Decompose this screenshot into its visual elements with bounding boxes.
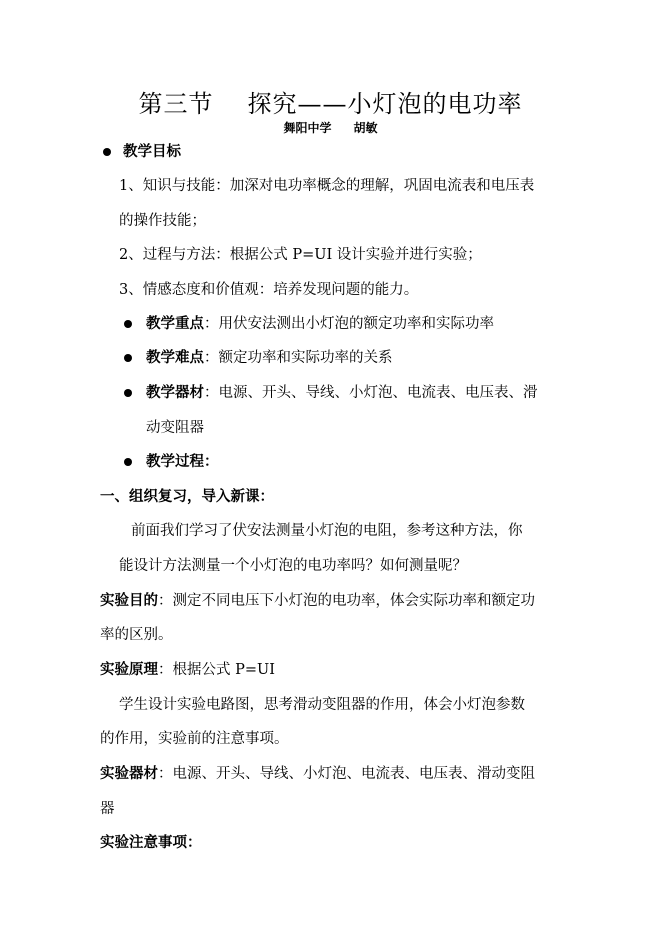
focus-label: 教学重点 bbox=[146, 315, 204, 332]
goals-heading: 教学目标 bbox=[123, 143, 181, 160]
equipment-label: 教学器材 bbox=[146, 384, 204, 401]
purpose-text: ：测定不同电压下小灯泡的电功率，体会实际功率和额定功 bbox=[158, 593, 535, 609]
goal-item-1-line-1: 1、知识与技能：加深对电功率概念的理解，巩固电流表和电压表 bbox=[119, 178, 535, 194]
bullet-icon bbox=[124, 458, 132, 466]
focus-text: ：用伏安法测出小灯泡的额定功率和实际功率 bbox=[204, 316, 494, 332]
goal-item-3: 3、情感态度和价值观：培养发现问题的能力。 bbox=[119, 282, 419, 298]
page-title bbox=[0, 84, 661, 119]
teaching-equipment-line-1 bbox=[146, 384, 538, 402]
difficulty-text: ：额定功率和实际功率的关系 bbox=[204, 350, 393, 366]
experiment-equipment-line-2: 器 bbox=[100, 801, 115, 817]
experiment-purpose-line-2: 率的区别。 bbox=[100, 627, 173, 643]
title-section: 第三节 bbox=[138, 90, 214, 118]
equipment-text: ：电源、开头、导线、小灯泡、电流表、电压表、滑 bbox=[204, 385, 538, 401]
author-line bbox=[0, 119, 661, 136]
teaching-focus bbox=[146, 315, 494, 333]
bullet-icon bbox=[124, 354, 132, 362]
title-topic: 探究——小灯泡的电功率 bbox=[247, 90, 523, 118]
teaching-equipment-line-2: 动变阻器 bbox=[146, 420, 204, 436]
experiment-design-line-2: 的作用，实验前的注意事项。 bbox=[100, 731, 289, 747]
principle-text: ：根据公式 P=UI bbox=[158, 662, 275, 678]
section-1-para-line-2: 能设计方法测量一个小灯泡的电功率吗？如何测量呢？ bbox=[119, 558, 467, 574]
purpose-label: 实验目的 bbox=[100, 592, 158, 609]
goal-item-1-line-2: 的操作技能； bbox=[119, 213, 206, 229]
experiment-equipment-text: ：电源、开头、导线、小灯泡、电流表、电压表、滑动变阻 bbox=[158, 766, 535, 782]
experiment-equipment-label: 实验器材 bbox=[100, 765, 158, 782]
experiment-purpose-line-1 bbox=[100, 592, 535, 610]
author-school: 舞阳中学 bbox=[283, 121, 332, 135]
experiment-equipment-line-1 bbox=[100, 765, 535, 783]
section-1-heading: 一、组织复习，导入新课： bbox=[100, 488, 274, 505]
bullet-icon bbox=[124, 389, 132, 397]
teaching-difficulty bbox=[146, 349, 393, 367]
experiment-notes-label: 实验注意事项： bbox=[100, 834, 202, 851]
principle-label: 实验原理 bbox=[100, 661, 158, 678]
bullet-icon bbox=[103, 148, 111, 156]
process-label: 教学过程： bbox=[146, 453, 219, 470]
experiment-design-line-1: 学生设计实验电路图，思考滑动变阻器的作用，体会小灯泡参数 bbox=[119, 697, 525, 713]
section-1-para-line-1: 前面我们学习了伏安法测量小灯泡的电阻，参考这种方法，你 bbox=[131, 523, 523, 539]
difficulty-label: 教学难点 bbox=[146, 349, 204, 366]
goal-item-2: 2、过程与方法：根据公式 P=UI 设计实验并进行实验； bbox=[119, 247, 482, 263]
bullet-icon bbox=[124, 320, 132, 328]
experiment-principle bbox=[100, 661, 275, 679]
author-name: 胡敏 bbox=[353, 121, 378, 135]
